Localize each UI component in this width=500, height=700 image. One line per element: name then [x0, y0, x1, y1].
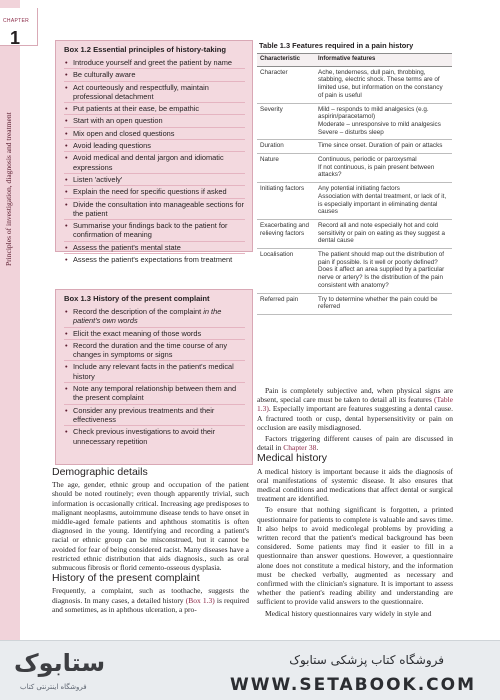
list-item: • Put patients at their ease, be empathic — [64, 104, 245, 115]
table-row — [257, 249, 452, 294]
list-item: • Summarise your findings back to the patient for confirmation of meaning — [64, 221, 245, 242]
features-cell: Time since onset. Duration of pain or attacks — [315, 140, 452, 154]
characteristic-cell: Nature — [257, 154, 315, 183]
list-item: • Note any temporal relationship between them and the present complaint — [64, 384, 245, 405]
text-run: . — [316, 443, 319, 453]
table-row — [257, 293, 452, 314]
chapter-title: Principles of investigation, diagnosis and treatment — [4, 112, 13, 266]
paragraph: To ensure that nothing significant is forgotten, a printed questionnaire for patients to complete is valuable and saves time. It also helps to avoid medicolegal problems by providing a written record that the patient's medical background has been considered. Some patients may find it easier to fill in a questionnaire than answer questions. However, a questionnaire alone does not constitute a medical history, and the information must be checked verbally, augmented as necessary and confirmed with the clinician's signature. It is important to assess whether the patient's reading ability and understanding are sufficient to provide valid answers to the questionnaire. — [257, 505, 453, 607]
column-header: Informative features — [315, 54, 452, 67]
text-run: . Especially important are features suggesting a dental cause. A fractured tooth or cusp, dental hypersensitivity or pain on occlusion are easily misdiagnosed. — [257, 404, 453, 432]
section-heading: Demographic details — [52, 466, 148, 478]
characteristic-cell: Severity — [257, 103, 315, 140]
box-title: Box 1.2 Essential principles of history-taking — [64, 45, 227, 54]
list-item — [64, 307, 245, 328]
item-text: Record the description of the complaint — [73, 307, 204, 316]
text-run: Pain is completely subjective and, when physical signs are absent, special care must be taken to detail all its features — [257, 386, 453, 405]
list-item: • Start with an open question — [64, 116, 245, 127]
list-item: • Explain the need for specific questions if asked — [64, 187, 245, 198]
paragraph — [257, 434, 453, 452]
features-cell: Ache, tenderness, dull pain, throbbing, stabbing, electric shock. These terms are of limited use, but information on the constancy of pain is useful — [315, 66, 452, 103]
right-column-text — [257, 386, 453, 620]
paragraph: The age, gender, ethnic group and occupation of the patient should be noted routinely; even though apparently trivial, such information is occasionally critical. Increasing age predisposes to malignant neoplasms, autoimmune disease tends to have onset in middle-aged female patients and aphthous stomatitis is often diagnosed in the young. Identifying and recording a patient's racial or ethnic group can be misconstrued, but it cannot be avoided for fear of being considered racist. Many diseases have a restricted ethnic distribution that aids diagnosis., such as oral submucous fibrosis or florid cemento-osseous dysplasia. — [52, 480, 249, 573]
chapter-label: CHAPTER — [3, 18, 29, 24]
paragraph: A medical history is important because it aids the diagnosis of oral manifestations of systemic disease. It also ensures that medical conditions and medications that affect dental or surgical treatment are identified. — [257, 466, 453, 504]
features-cell: Record all and note especially hot and cold sensitivity or pain on eating as they suggest a dental cause — [315, 219, 452, 248]
features-cell: Try to determine whether the pain could be referred — [315, 293, 452, 314]
store-logo[interactable] — [14, 649, 106, 693]
bullet-list — [64, 58, 245, 265]
characteristic-cell: Exacerbating and relieving factors — [257, 219, 315, 248]
section-heading: Medical history — [257, 452, 328, 465]
features-cell: The patient should map out the distribution of pain if possible. Is it well or poorly defined? Does it affect an area supplied by a particular nerve or artery? Is the distribution of the pain consistent with anatomy? — [315, 249, 452, 294]
list-item: • Divide the consultation into manageable sections for the patient — [64, 200, 245, 221]
list-item: • Include any relevant facts in the patient's medical history — [64, 362, 245, 383]
store-name: فروشگاه کتاب پزشکی ستابوک — [289, 653, 444, 667]
chapter-number: 1 — [10, 28, 21, 48]
list-item: • Introduce yourself and greet the patient by name — [64, 58, 245, 69]
characteristic-cell: Localisation — [257, 249, 315, 294]
list-item: • Check previous investigations to avoid their unnecessary repetition — [64, 427, 245, 447]
table-row — [257, 183, 452, 220]
list-item: • Avoid leading questions — [64, 141, 245, 152]
box-present-complaint — [55, 289, 253, 465]
table-row — [257, 103, 452, 140]
column-header: Characteristic — [257, 54, 315, 67]
chapter-tag — [0, 8, 38, 46]
list-item: • Be culturally aware — [64, 70, 245, 81]
table-title: Table 1.3 Features required in a pain history — [259, 41, 414, 50]
table-row — [257, 140, 452, 154]
table-row — [257, 219, 452, 248]
table-pain-history — [257, 40, 452, 315]
chapter-strip — [0, 0, 29, 640]
box-history-principles — [55, 40, 253, 265]
paragraph — [257, 386, 453, 432]
box-title: Box 1.3 History of the present complaint — [64, 294, 210, 303]
chapter-reference-link[interactable]: Chapter 38 — [283, 443, 317, 453]
store-banner — [0, 640, 500, 700]
logo-wordmark: ستابوک — [14, 649, 106, 677]
characteristic-cell: Referred pain — [257, 293, 315, 314]
bullet-list — [64, 307, 245, 447]
list-item: • Avoid medical and dental jargon and idiomatic expressions — [64, 153, 245, 174]
characteristic-cell: Character — [257, 66, 315, 103]
data-table — [257, 53, 452, 315]
features-cell: Mild – responds to mild analgesics (e.g. aspirin/paracetamol) Moderate – unresponsive to mild analgesics Severe – disturbs sleep — [315, 103, 452, 140]
characteristic-cell: Duration — [257, 140, 315, 154]
list-item: • Record the duration and the time course of any changes in symptoms or signs — [64, 341, 245, 362]
list-item: • Act courteously and respectfully, maintain professional detachment — [64, 83, 245, 104]
store-url-link[interactable]: WWW.SETABOOK.COM — [230, 675, 476, 695]
text-run: Frequently, a complaint, such as toothache, suggests the diagnosis. In many cases, a detailed history — [52, 586, 249, 605]
table-header-row — [257, 54, 452, 67]
left-column-text — [52, 466, 249, 616]
list-item: • Assess the patient's expectations from treatment — [64, 255, 245, 265]
logo-tagline: فروشگاه اینترنتی کتاب — [20, 683, 87, 691]
text-run: Factors triggering different causes of pain are discussed in detail in — [257, 434, 453, 453]
table-row — [257, 66, 452, 103]
text-run: is required and sometimes, as in aphthous ulceration, a pro- — [52, 595, 249, 614]
characteristic-cell: Initiating factors — [257, 183, 315, 220]
table-reference-link[interactable]: (Table 1.3) — [257, 395, 453, 414]
section-heading: History of the present complaint — [52, 572, 200, 585]
table-row — [257, 154, 452, 183]
paragraph: Medical history questionnaires vary widely in style and — [265, 608, 432, 618]
list-item: • Elicit the exact meaning of those words — [64, 329, 245, 340]
list-item: • Mix open and closed questions — [64, 129, 245, 140]
features-cell: Continuous, periodic or paroxysmal If not continuous, is pain present between attacks? — [315, 154, 452, 183]
item-text-italic: in the patient's own words — [73, 307, 222, 326]
list-item: • Assess the patient's mental state — [64, 243, 245, 254]
features-cell: Any potential initiating factors Association with dental treatment, or lack of it, is especially important in eliminating dental causes — [315, 183, 452, 220]
list-item: • Listen 'actively' — [64, 175, 245, 186]
box-reference-link[interactable]: (Box 1.3) — [185, 595, 215, 605]
list-item: • Consider any previous treatments and their effectiveness — [64, 406, 245, 427]
paragraph — [52, 586, 249, 614]
